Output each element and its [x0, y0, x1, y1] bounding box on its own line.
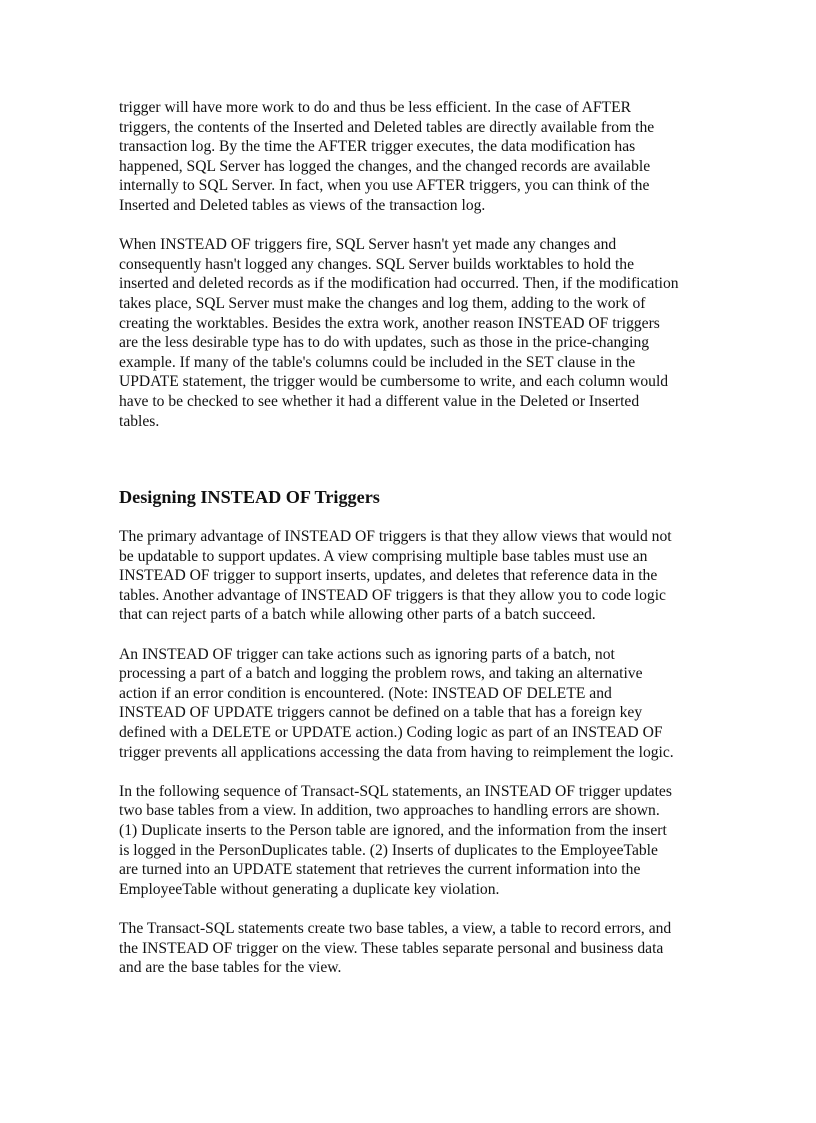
text-line: that can reject parts of a batch while allowing other parts of a batch succeed.	[119, 606, 596, 624]
text-line: tables. Another advantage of INSTEAD OF triggers is that they allow you to code logic	[119, 586, 666, 604]
paragraph-instead-of-fire	[119, 235, 699, 431]
text-line: The primary advantage of INSTEAD OF triggers is that they allow views that would not	[119, 528, 672, 546]
text-line: transaction log. By the time the AFTER trigger executes, the data modification has	[119, 138, 636, 156]
text-line: UPDATE statement, the trigger would be cumbersome to write, and each column would	[119, 373, 669, 391]
paragraph-primary-advantage	[119, 527, 699, 625]
paragraph-sequence-of-statements	[119, 782, 699, 900]
paragraph-spacer	[119, 625, 699, 645]
text-line: trigger will have more work to do and thus be less efficient. In the case of AFTER	[119, 99, 632, 116]
text-line: are the less desirable type has to do with updates, such as those in the price-changing	[119, 334, 650, 352]
text-line: action if an error condition is encountered. (Note: INSTEAD OF DELETE and	[119, 684, 612, 702]
text-line: happened, SQL Server has logged the changes, and the changed records are available	[119, 157, 651, 175]
text-line: processing a part of a batch and logging the problem rows, and taking an alternative	[119, 665, 643, 683]
text-line: are turned into an UPDATE statement that retrieves the current information into the	[119, 861, 641, 879]
text-line: and are the base tables for the view.	[119, 959, 342, 977]
text-line: defined with a DELETE or UPDATE action.) Coding logic as part of an INSTEAD OF	[119, 724, 663, 742]
text-line: When INSTEAD OF triggers fire, SQL Server hasn't yet made any changes and	[119, 236, 617, 254]
text-line: Inserted and Deleted tables as views of the transaction log.	[119, 196, 486, 214]
text-line: two base tables from a view. In addition, two approaches to handling errors are shown.	[119, 802, 660, 820]
paragraph-spacer	[119, 216, 699, 236]
text-line: INSTEAD OF UPDATE triggers cannot be defined on a table that has a foreign key	[119, 704, 643, 722]
text-line: An INSTEAD OF trigger can take actions such as ignoring parts of a batch, not	[119, 645, 615, 663]
text-line: creating the worktables. Besides the extra work, another reason INSTEAD OF triggers	[119, 314, 660, 332]
paragraph-spacer	[119, 762, 699, 782]
text-line: In the following sequence of Transact-SQL statements, an INSTEAD OF trigger updates	[119, 782, 672, 800]
paragraph-spacer	[119, 899, 699, 919]
text-line: internally to SQL Server. In fact, when you use AFTER triggers, you can think of the	[119, 177, 650, 195]
section-heading: Designing INSTEAD OF Triggers	[119, 487, 380, 508]
text-line: the INSTEAD OF trigger on the view. These tables separate personal and business data	[119, 939, 664, 957]
text-line: have to be checked to see whether it had a different value in the Deleted or Inserted	[119, 392, 640, 410]
text-line: is logged in the PersonDuplicates table. (2) Inserts of duplicates to the EmployeeTable	[119, 841, 658, 859]
text-line: example. If many of the table's columns could be included in the SET clause in the	[119, 353, 636, 371]
text-line: inserted and deleted records as if the modification had occurred. Then, if the modification	[119, 275, 679, 293]
paragraph-base-tables	[119, 919, 699, 978]
text-line: be updatable to support updates. A view comprising multiple base tables must use an	[119, 547, 648, 565]
text-line: The Transact-SQL statements create two base tables, a view, a table to record errors, and	[119, 919, 672, 937]
document-page	[119, 98, 699, 978]
text-line: INSTEAD OF trigger to support inserts, updates, and deletes that reference data in the	[119, 567, 658, 585]
text-line: EmployeeTable without generating a duplicate key violation.	[119, 880, 500, 898]
text-line: triggers, the contents of the Inserted and Deleted tables are directly available from the	[119, 118, 655, 136]
paragraph-after-triggers-efficiency	[119, 98, 699, 216]
text-line: tables.	[119, 412, 160, 430]
text-line: takes place, SQL Server must make the changes and log them, adding to the work of	[119, 294, 646, 312]
text-line: trigger prevents all applications accessing the data from having to reimplement the logic.	[119, 743, 674, 761]
text-line: (1) Duplicate inserts to the Person table are ignored, and the information from the insert	[119, 822, 667, 839]
paragraph-trigger-actions	[119, 645, 699, 763]
text-line: consequently hasn't logged any changes. SQL Server builds worktables to hold the	[119, 255, 634, 273]
